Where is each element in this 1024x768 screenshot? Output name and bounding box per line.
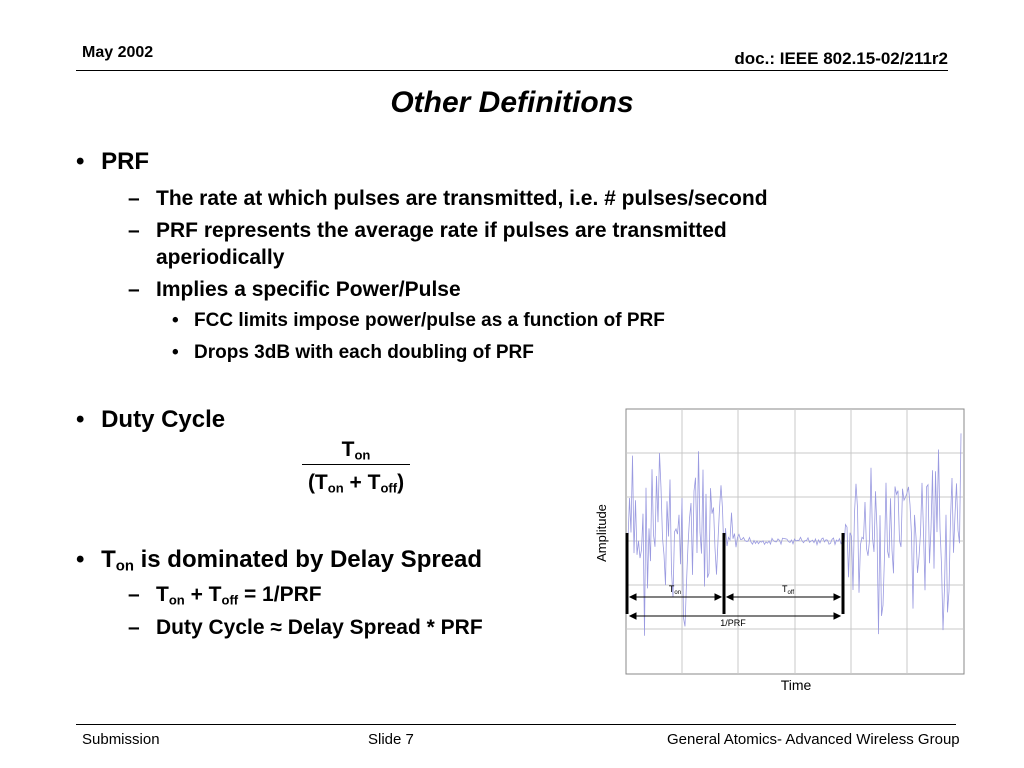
- bullet-dot: •: [172, 310, 179, 331]
- header-doc-id: doc.: IEEE 802.15-02/211r2: [734, 49, 948, 68]
- bullet-dot: •: [76, 546, 85, 573]
- toff-marker-label: $T_{off}$: [781, 584, 795, 596]
- bullet-dot: •: [76, 148, 85, 175]
- dash-marker: –: [128, 219, 140, 242]
- prf-item-3db-text: Drops 3dB with each doubling of PRF: [194, 342, 534, 363]
- bullet-dot: •: [76, 406, 85, 433]
- prf-sub-rate-text: The rate at which pulses are transmitted, i.e. # pulses/second: [156, 187, 768, 210]
- footer-organization: General Atomics- Advanced Wireless Group: [667, 731, 960, 748]
- dash-marker: –: [128, 583, 140, 606]
- ton-sub-prf: [128, 581, 322, 608]
- ton-sub-duty-text: Duty Cycle ≈ Delay Spread * PRF: [156, 616, 483, 639]
- footer-slide-number: Slide 7: [368, 731, 414, 748]
- bullet-ton-label: $T_{on}$ is dominated by Delay Spread: [101, 546, 483, 575]
- y-axis-label: Amplitude: [594, 504, 609, 562]
- x-axis-label: Time: [780, 677, 812, 693]
- bullet-duty-cycle: [76, 406, 225, 434]
- footer-rule: [76, 724, 956, 725]
- bullet-prf: [76, 148, 149, 176]
- approx-symbol: ≈: [270, 616, 282, 639]
- prf-sub-power: [128, 276, 461, 303]
- prf-sub-average-line1: PRF represents the average rate if pulses are transmitted: [156, 219, 727, 242]
- header-rule: [76, 70, 948, 71]
- bullet-duty-cycle-label: Duty Cycle: [101, 406, 226, 433]
- dash-marker: –: [128, 616, 140, 639]
- bullet-dot: •: [172, 342, 179, 363]
- footer-submission: Submission: [82, 731, 160, 748]
- prf-sub-average: [128, 217, 727, 269]
- header-date: May 2002: [82, 44, 154, 61]
- ton-sub-duty: [128, 614, 483, 641]
- prf-sub-rate: [128, 185, 768, 212]
- figure-frame: [626, 409, 964, 674]
- period-label: 1/PRF: [720, 618, 746, 628]
- formula-numerator: $T_{on}$: [302, 438, 410, 465]
- bullet-prf-label: PRF: [101, 148, 150, 175]
- prf-item-3db: [172, 342, 534, 364]
- bullet-ton: [76, 546, 482, 574]
- slide-title: Other Definitions: [390, 86, 634, 119]
- ton-sub-prf-text: $T_{on} + T_{off} = 1/PRF$: [156, 583, 322, 608]
- dash-marker: –: [128, 187, 140, 210]
- ton-marker-label: $T_{on}$: [668, 584, 682, 596]
- prf-item-fcc-text: FCC limits impose power/pulse as a function of PRF: [194, 310, 665, 331]
- pulse-figure: [590, 400, 970, 700]
- formula-denominator: $(T_{on} + T_{off})$: [307, 471, 405, 496]
- prf-sub-average-line2: aperiodically: [156, 246, 285, 269]
- duty-cycle-formula: [296, 438, 416, 495]
- prf-item-fcc: [172, 310, 665, 332]
- dash-marker: –: [128, 278, 140, 301]
- prf-sub-power-text: Implies a specific Power/Pulse: [156, 278, 461, 301]
